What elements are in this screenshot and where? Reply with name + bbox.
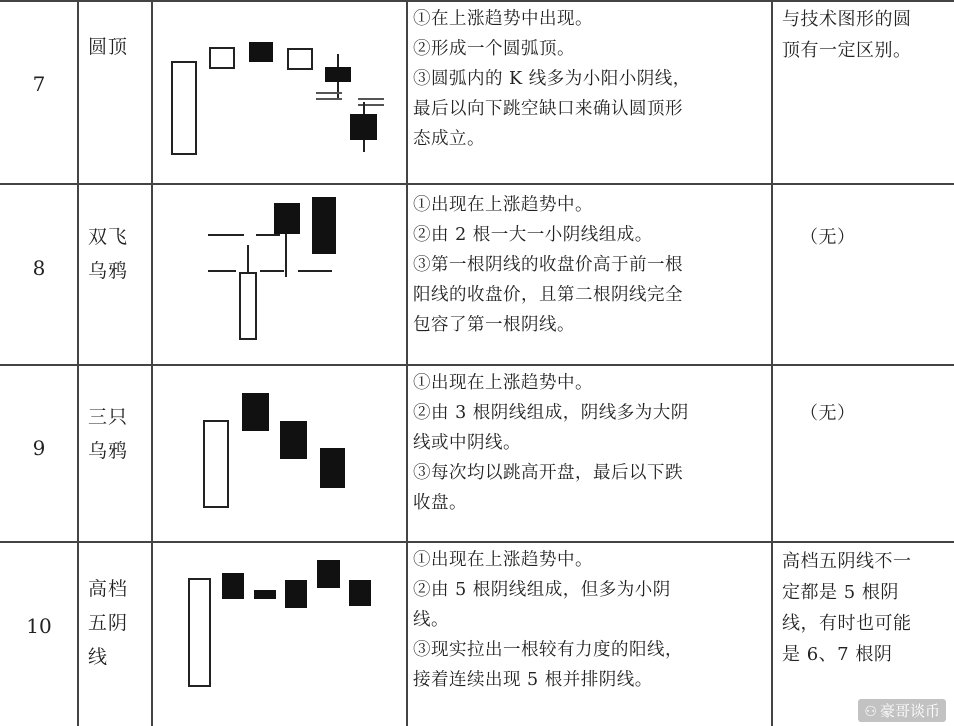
watermark-text: 豪哥谈币 [879, 702, 940, 720]
pattern-description [413, 545, 769, 695]
black-candle [349, 580, 371, 606]
black-candle [312, 197, 336, 254]
black-candle [325, 67, 351, 82]
description-line: ①出现在上涨趋势中。 [413, 550, 593, 570]
pattern-note [782, 4, 952, 66]
pattern-description [413, 4, 769, 154]
pattern-note [782, 546, 952, 670]
black-candle [274, 203, 300, 234]
pattern-name: 双飞乌鸦 [88, 226, 129, 282]
watermark [858, 699, 946, 722]
pattern-name: 圆顶 [88, 36, 129, 58]
description-line: ②由 2 根一大一小阴线组成。 [413, 225, 653, 245]
description-line: 线。 [413, 610, 449, 630]
white-candle [210, 48, 234, 68]
black-candle [249, 42, 273, 62]
pattern-description [413, 190, 769, 340]
two-crows-candlestick-figure [152, 185, 406, 363]
row-number: 10 [26, 614, 52, 638]
black-candle [242, 393, 269, 431]
description-line: 线或中阴线。 [413, 433, 521, 453]
black-candle [350, 114, 377, 140]
description-line: 态成立。 [413, 129, 485, 149]
white-candle [204, 421, 228, 507]
note-line: 顶有一定区别。 [782, 40, 912, 61]
three-crows-candlestick-figure [152, 366, 406, 540]
row-number: 9 [32, 436, 46, 460]
pattern-description [413, 368, 769, 518]
column-divider [771, 0, 773, 726]
description-line: 包容了第一根阴线。 [413, 315, 575, 335]
black-candle [254, 590, 276, 599]
description-line: ③现实拉出一根较有力度的阳线， [413, 640, 683, 660]
description-line: 接着连续出现 5 根并排阴线。 [413, 670, 653, 690]
row-divider [0, 364, 954, 366]
pattern-name: 三只乌鸦 [88, 406, 129, 462]
row-divider [0, 541, 954, 543]
black-candle [280, 421, 307, 459]
description-line: 最后以向下跳空缺口来确认圆顶形 [413, 99, 683, 119]
note-line: 与技术图形的圆 [782, 9, 912, 30]
row-number: 7 [32, 72, 46, 96]
black-candle [222, 573, 244, 599]
black-candle [320, 448, 345, 488]
pattern-note [782, 398, 952, 429]
black-candle [317, 560, 340, 588]
note-line: （无） [800, 403, 856, 424]
table-border-top [0, 0, 954, 2]
black-candle [285, 580, 307, 608]
column-divider [406, 0, 408, 726]
note-line: 是 6、7 根阴 [782, 644, 893, 665]
pattern-name [88, 572, 144, 674]
white-candle [240, 273, 256, 339]
note-line: 高档五阴线不一 [782, 551, 912, 572]
pattern-note [782, 222, 952, 253]
description-line: ①出现在上涨趋势中。 [413, 195, 593, 215]
note-line: 定都是 5 根阴 [782, 582, 899, 603]
description-line: ①出现在上涨趋势中。 [413, 373, 593, 393]
description-line: ②形成一个圆弧顶。 [413, 39, 575, 59]
note-line: 线，有时也可能 [782, 613, 912, 634]
white-candle [189, 579, 210, 686]
row-divider [0, 183, 954, 185]
white-candle [172, 62, 196, 154]
description-line: ①在上涨趋势中出现。 [413, 9, 593, 29]
row-number: 8 [32, 256, 46, 280]
pattern-name-text: 高档五阴线 [88, 578, 129, 668]
note-line: （无） [800, 227, 856, 248]
five-black-candles-figure [152, 543, 406, 725]
description-line: 阳线的收盘价，且第二根阴线完全 [413, 285, 683, 305]
rounded-top-candlestick-figure [152, 2, 406, 182]
description-line: ③圆弧内的 K 线多为小阳小阴线， [413, 69, 691, 89]
description-line: ③第一根阴线的收盘价高于前一根 [413, 255, 683, 275]
wechat-icon: ⚇ [864, 704, 877, 720]
description-line: ②由 3 根阴线组成，阴线多为大阴 [413, 403, 689, 423]
white-candle [288, 49, 312, 69]
description-line: 收盘。 [413, 493, 467, 513]
description-line: ②由 5 根阴线组成，但多为小阴 [413, 580, 671, 600]
description-line: ③每次均以跳高开盘，最后以下跌 [413, 463, 683, 483]
